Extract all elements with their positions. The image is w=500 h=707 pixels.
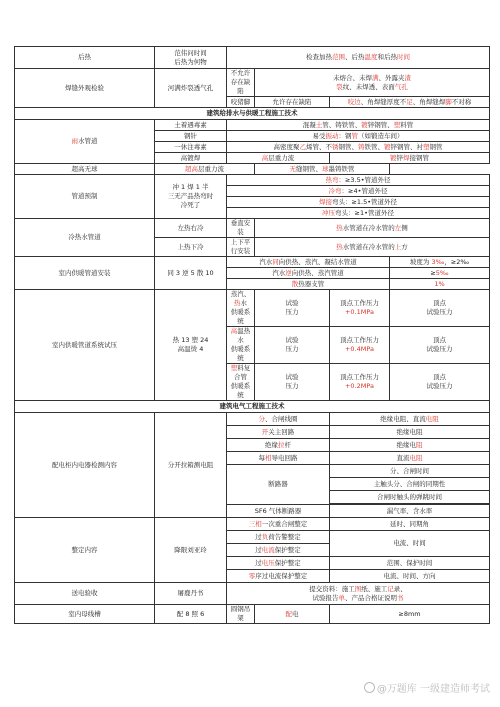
table-cell: 高温热水 供暖系统 [227,327,255,364]
table-cell: 绝缘拉杆 [227,439,330,452]
table-cell: 检查加热范围、后热温度和后热时间 [227,47,490,69]
table-row [15,164,490,175]
table-row [15,69,490,97]
table-row [15,175,490,186]
table-cell: 试验 压力 [255,327,330,364]
table-cell: 冲压弯头：≥1•管道外径 [227,208,490,219]
table-cell: 高密度聚乙烯管、不锈钢管、铸铁管、镀锌钢管、衬塑钢管 [227,142,490,153]
table-cell: 分、合闸时间 [330,465,490,478]
table-cell: 咬猪脚 [227,97,255,108]
table-cell: 冷热水管道 [15,219,155,257]
table-cell: 配电 [255,605,330,624]
table-cell: 直流电阻 [330,452,490,465]
table-cell: 管道预制 [15,175,155,219]
table-cell: 顶点工作压力 +0.1MPa [330,290,390,327]
table-cell: 超高层重力流 [155,164,255,175]
table-cell: 分开拉箱测电阻 [155,413,227,518]
table-cell: 冲 1 焊 1 半 三无产品热弯时 冷死了 [155,175,227,219]
table-cell: 绝缘电阻 [330,426,490,439]
table-cell: 分、合闸线圈 [227,413,330,426]
table-cell: 室内供暖管道安装 [15,257,155,290]
table-cell: 顶点 试验压力 [390,290,490,327]
table-cell: 电流、时间 [330,531,490,557]
table-cell: 散热器支管 [227,279,390,290]
table-cell: 电流、时间、方向 [330,570,490,583]
table-row [15,413,490,426]
table-cell: 热水管道在冷水管的上方 [255,238,490,257]
table-row [15,120,490,131]
table-cell: 顶点 试验压力 [390,364,490,401]
table-cell: 延时、同期角 [330,518,490,531]
table-cell: 雨水管道 [15,120,155,164]
table-cell: 配 8 照 6 [155,605,227,624]
table-cell: 冷弯：≥4•管道外径 [227,186,490,197]
table-cell: 后热 [15,47,155,69]
table-cell: 未熔合、未焊满、外露夹渣 裂纹、未焊透、表面气孔 [255,69,490,97]
watermark-text: @万题库 一级建造师考试 [376,684,490,695]
table-cell: 每相导电回路 [227,452,330,465]
table-cell: 室内母线槽 [15,605,155,624]
table-cell: 土着遇毒素 [155,120,227,131]
table-row [15,605,490,624]
table-cell: 断路器 [227,465,330,505]
table-cell: 汽水同向供热、蒸汽、凝结水管道 [227,257,390,268]
section-heading: 建筑电气工程施工技术 [15,401,490,413]
table-row [15,219,490,238]
table-cell: 热水管道在冷水管的左侧 [255,219,490,238]
table-cell: 混凝土管、铸铁管、镀锌钢管、塑料管 [227,120,490,131]
watermark-logo-icon [364,682,375,693]
table-cell: 坡度为 3‰，≥2‰ [390,257,490,268]
table-cell: 试验 压力 [255,364,330,401]
table-cell: 配电柜内电器检测内容 [15,413,155,518]
table-cell: 屠鹿丹书 [155,583,227,605]
table-cell: 整定内容 [15,518,155,583]
table-cell: 降限刘亚玲 [155,518,227,583]
table-row [15,583,490,605]
table-cell: 易受振动：钢管（如锻造车间） [227,131,490,142]
table-cell: 汽水逆向供热、蒸汽管道 [227,268,390,279]
table-cell: 蒸汽、热水 供暖系统 [227,290,255,327]
table-cell: 范围、保护时间 [330,557,490,570]
table-cell: 绝缘电阻 [330,439,490,452]
table-cell: ≥5‰ [390,268,490,279]
table-cell: 一休注毒素 [155,142,227,153]
table-cell: 塑料复合管 供暖系统 [227,364,255,401]
table-cell: 范伟问时间 后热为何物 [155,47,227,69]
table-cell: 热弯：≥3.5•管道外径 [227,175,490,186]
table-cell: 顶点工作压力 +0.4MPa [330,327,390,364]
table-cell: 垂直安装 [227,219,255,238]
table-cell: 室内供暖管道系统试压 [15,290,155,401]
table-cell: 河满炸裂透气孔 [155,69,227,108]
table-row [15,518,490,531]
table-cell: 钢针 [155,131,227,142]
table-cell: 三相一次重合闸整定 [227,518,330,531]
table-cell: 上下平行安装 [227,238,255,257]
table-row [15,401,490,413]
table-cell: 允许存在缺陷 [255,97,330,108]
table-cell: 不允许 存在缺陷 [227,69,255,97]
table-cell: SF6 气体断路器 [227,505,330,518]
table-cell: ≥8mm [330,605,490,624]
table-cell: 圆钢吊架 [227,605,255,624]
table-cell: 高层重力流 [227,153,330,164]
table-row [15,290,490,327]
table-cell: 焊缝外观检验 [15,69,155,108]
table-cell: 过电压保护整定 [227,557,330,570]
table-row [15,257,490,268]
watermark [364,680,490,695]
table-cell: 绝缘电阻、直流电阻 [330,413,490,426]
table-cell: 同 3 逆 5 散 10 [155,257,227,290]
table-cell: 过负荷告警整定 [227,531,330,544]
table-cell: 咬边、角焊缝厚度不足、角焊缝焊脚不对称 [330,97,490,108]
knowledge-table [14,46,490,624]
table-cell: 合闸时触头的弹跳时间 [330,491,490,504]
table-cell: 高镀焊 [155,153,227,164]
table-cell: 漏气率、含水率 [330,505,490,518]
table-cell: 过电流保护整定 [227,544,330,557]
table-cell: 主触头分、合闸的同期性 [330,478,490,491]
table-cell: 零序过电流保护整定 [227,570,330,583]
table-cell: 上热下冷 [155,238,227,257]
table-body [15,47,490,624]
table-cell: 热 13 塑 24 高温烫 4 [155,290,227,401]
table-row [15,47,490,69]
table-cell: 左热右冷 [155,219,227,238]
table-cell: 无缝钢管、球墨铸铁管 [255,164,390,175]
table-cell: 开关主回路 [227,426,330,439]
table-cell: 1% [390,279,490,290]
table-cell: 超高无球 [15,164,155,175]
table-cell: 焊接弯头：≥1.5•管道外径 [227,197,490,208]
table-cell: 送电验收 [15,583,155,605]
table-cell: 提交资料：施工图纸、施工记录、 试验报告单、产品合格证说明书 [227,583,490,605]
table-cell: 试验 压力 [255,290,330,327]
section-heading: 建筑给排水与供暖工程施工技术 [15,108,490,120]
table-cell: 顶点工作压力 +0.2MPa [330,364,390,401]
table-cell: 镀锌焊接钢管 [330,153,490,164]
table-row [15,108,490,120]
knowledge-table-sheet [14,46,489,624]
table-cell: 顶点 试验压力 [390,327,490,364]
